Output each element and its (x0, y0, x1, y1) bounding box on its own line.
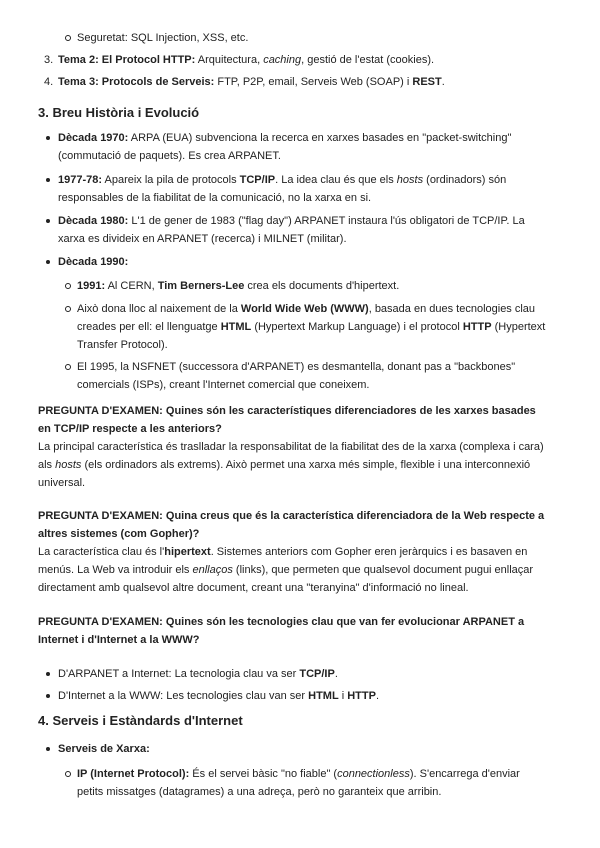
text: Apareix la pila de protocols (102, 174, 240, 186)
exam-question-1 (38, 402, 544, 492)
question-text: PREGUNTA D'EXAMEN: Quines són les tecnologies clau que van fer evolucionar ARPANET a (38, 616, 525, 628)
text: ARPA (EUA) subvenciona la recerca en xarxes basades en "packet-switching" (128, 132, 512, 144)
text: , gestió de l'estat (cookies). (301, 54, 435, 66)
exam-3-bullet-www (58, 687, 379, 705)
question-text: en TCP/IP respecte a les anteriors? (38, 423, 222, 435)
text: comercials (ISPs), creant l'Internet comercial que coneixem. (77, 379, 370, 391)
text: crea els documents d'hipertext. (244, 280, 400, 292)
bold-text: World Wide Web (WWW) (240, 303, 369, 315)
question-text: altres sistemes (com Gopher)? (38, 528, 200, 540)
bold-text: hipertext (164, 546, 211, 558)
bold-text: REST (412, 76, 442, 88)
services-item-network (58, 740, 150, 758)
answer-text: . Sistemes anteriors com Gopher eren jeràrquics i es basaven en (210, 546, 528, 558)
italic-text: hosts (396, 174, 424, 186)
italic-text: connectionless (337, 768, 410, 780)
text: Això dona lloc al naixement de la (77, 303, 241, 315)
italic-text: caching (263, 54, 302, 66)
text: FTP, P2P, email, Serveis Web (SOAP) i (214, 76, 413, 88)
topic-label: Tema 3: Protocols de Serveis: (58, 76, 215, 88)
history-item-1990 (58, 253, 128, 271)
section-4-heading: 4. Serveis i Estàndards d'Internet (38, 713, 243, 728)
bold-text: TCP/IP (299, 668, 335, 680)
text: D'Internet a la WWW: Les tecnologies clau van ser (58, 690, 309, 702)
text: Arquitectura, (195, 54, 264, 66)
text: (Hypertext Markup Language) i el protocol (251, 321, 463, 333)
history-subitem-1995 (77, 358, 515, 394)
list-item-topic-3 (44, 73, 445, 91)
item-label: 1977-78: (58, 174, 103, 186)
text: (commutació de paquets). Es crea ARPANET. (58, 150, 281, 162)
item-label: IP (Internet Protocol): (77, 768, 190, 780)
text: El 1995, la NSFNET (successora d'ARPANET) es desmantella, donant pas a "backbones" (77, 361, 516, 373)
text: creades per ell: el llenguatge (77, 321, 221, 333)
text: xarxa es divideix en ARPANET (recerca) i MILNET (militar). (58, 233, 347, 245)
answer-text: La principal característica és traslladar la responsabilitat de la fiabilitat des de la xarxa (complexa i cara) (38, 441, 544, 453)
text: ). S'encarrega d'enviar (409, 768, 520, 780)
history-subitem-1991 (77, 277, 399, 295)
text: petits missatges (datagrames) a una adreça, però no garanteix que arribin. (77, 786, 442, 798)
exam-3-bullet-tcpip (58, 665, 338, 683)
bold-text: HTML (220, 321, 252, 333)
italic-text: hosts (55, 459, 82, 471)
text: (Hypertext (491, 321, 546, 333)
list-item-topic-2 (44, 51, 435, 69)
question-text: PREGUNTA D'EXAMEN: Quina creus que és la característica diferenciadora de la Web respecte a (38, 510, 545, 522)
bold-text: TCP/IP (239, 174, 276, 186)
item-label: Dècada 1980: (58, 215, 129, 227)
bold-text: Tim Berners-Lee (157, 280, 245, 292)
list-number: 4. (44, 76, 54, 88)
answer-text: universal. (38, 477, 86, 489)
exam-question-2 (38, 507, 544, 597)
text: (ordinadors) són (423, 174, 507, 186)
section-3-heading: 3. Breu Història i Evolució (38, 105, 200, 120)
history-item-1970 (58, 129, 511, 165)
item-label: Dècada 1970: (58, 132, 129, 144)
list-number: 3. (44, 54, 54, 66)
text: . La idea clau és que els (275, 174, 397, 186)
history-item-1980 (58, 212, 525, 248)
answer-text: menús. La Web va introduir els (38, 564, 193, 576)
answer-text: (links), que permeten que qualsevol document pugui enllaçar (232, 564, 534, 576)
text: . (441, 76, 445, 88)
text: D'ARPANET a Internet: La tecnologia clau va ser (58, 668, 300, 680)
answer-text: La característica clau és l' (38, 546, 165, 558)
answer-text: directament amb qualsevol altre document, creant una "teranyina" d'informació no lineal. (38, 582, 469, 594)
text: . (334, 668, 338, 680)
question-text: PREGUNTA D'EXAMEN: Quines són les característiques diferenciadores de les xarxes basades (38, 405, 536, 417)
item-label: Dècada 1990: (58, 256, 129, 268)
text: És el servei bàsic "no fiable" ( (189, 768, 338, 780)
topic-label: Tema 2: El Protocol HTTP: (58, 54, 196, 66)
item-label: Serveis de Xarxa: (58, 743, 150, 755)
services-subitem-ip (77, 765, 520, 801)
answer-text: als (38, 459, 56, 471)
text: Transfer Protocol). (77, 339, 168, 351)
text: responsables de la fiabilitat de la comunicació, no la xarxa en si. (58, 192, 372, 204)
text: , basada en dues tecnologies clau (368, 303, 536, 315)
text: . (375, 690, 380, 702)
history-item-1977 (58, 171, 506, 207)
italic-text: enllaços (192, 564, 233, 576)
text: Al CERN, (105, 280, 158, 292)
bold-text: HTML (308, 690, 339, 702)
history-subitem-www (77, 300, 545, 354)
text: L'1 de gener de 1983 ("flag day") ARPANET instaura l'ús obligatori de TCP/IP. La (128, 215, 525, 227)
answer-text: (els ordinadors als extrems). Això permet una xarxa més simple, flexible i una interconnexió (81, 459, 531, 471)
bold-text: HTTP (462, 321, 492, 333)
text: i (338, 690, 348, 702)
list-item-text: Seguretat: SQL Injection, XSS, etc. (77, 32, 249, 44)
question-text: Internet i d'Internet a la WWW? (38, 634, 200, 646)
exam-question-3 (38, 613, 524, 649)
list-item-security (77, 29, 248, 47)
bold-text: HTTP (347, 690, 376, 702)
item-label: 1991: (77, 280, 106, 292)
